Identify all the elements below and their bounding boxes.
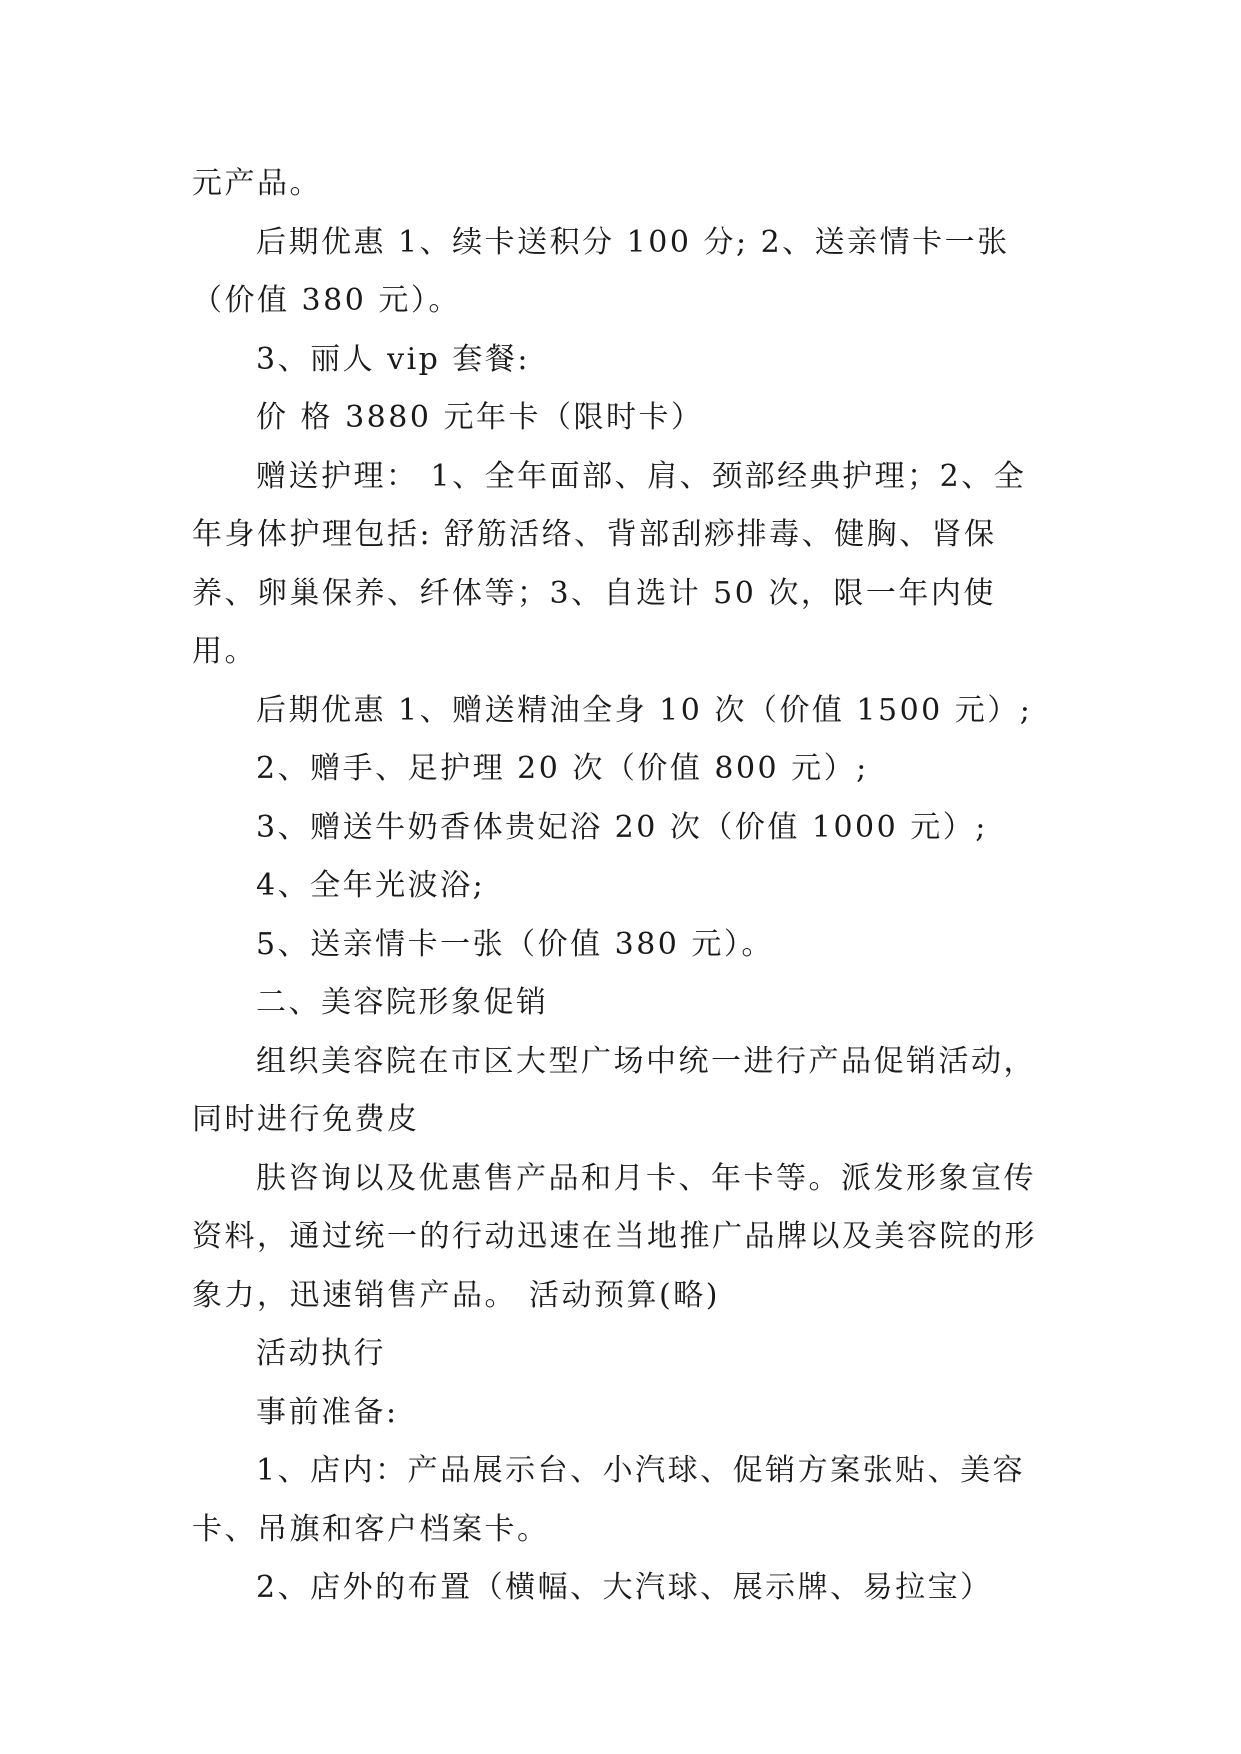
section-heading: 活动执行 [256,1336,386,1371]
paragraph: 2、赠手、足护理 20 次（价值 800 元）; [256,751,869,786]
paragraph: 元产品。 [192,166,322,201]
document-body [192,155,1054,1618]
paragraph: 5、送亲情卡一张（价值 380 元）。 [256,926,774,962]
paragraph: 后期优惠 1、续卡送积分 100 分; 2、送亲情卡一张（价值 380 元）。 [192,224,1010,318]
paragraph: 价 格 3880 元年卡（限时卡） [256,400,704,435]
paragraph: 1、店内：产品展示台、小汽球、促销方案张贴、美容卡、吊旗和客户档案卡。 [192,1453,1026,1547]
paragraph: 3、丽人 vip 套餐: [256,341,531,377]
paragraph: 赠送护理： 1、全年面部、肩、颈部经典护理；2、全年身体护理包括: 舒筋活络、背部刮痧排毒、健胸、肾保养、卵巢保养、纤体等；3、自选计 50 次，限一年内使用。 [192,458,1027,669]
paragraph: 4、全年光波浴; [256,868,486,903]
paragraph: 事前准备: [256,1394,399,1430]
paragraph: 2、店外的布置（横幅、大汽球、展示牌、易拉宝） [256,1570,993,1605]
section-heading: 二、美容院形象促销 [256,985,549,1020]
paragraph: 组织美容院在市区大型广场中统一进行产品促销活动，同时进行免费皮 [192,1043,1036,1137]
paragraph: 3、赠送牛奶香体贵妃浴 20 次（价值 1000 元）; [256,809,988,845]
paragraph: 肤咨询以及优惠售产品和月卡、年卡等。派发形象宣传资料，通过统一的行动迅速在当地推广品牌以及美容院的形象力，迅速销售产品。 活动预算(略) [192,1160,1037,1313]
paragraph: 后期优惠 1、赠送精油全身 10 次（价值 1500 元）; [256,692,1033,728]
